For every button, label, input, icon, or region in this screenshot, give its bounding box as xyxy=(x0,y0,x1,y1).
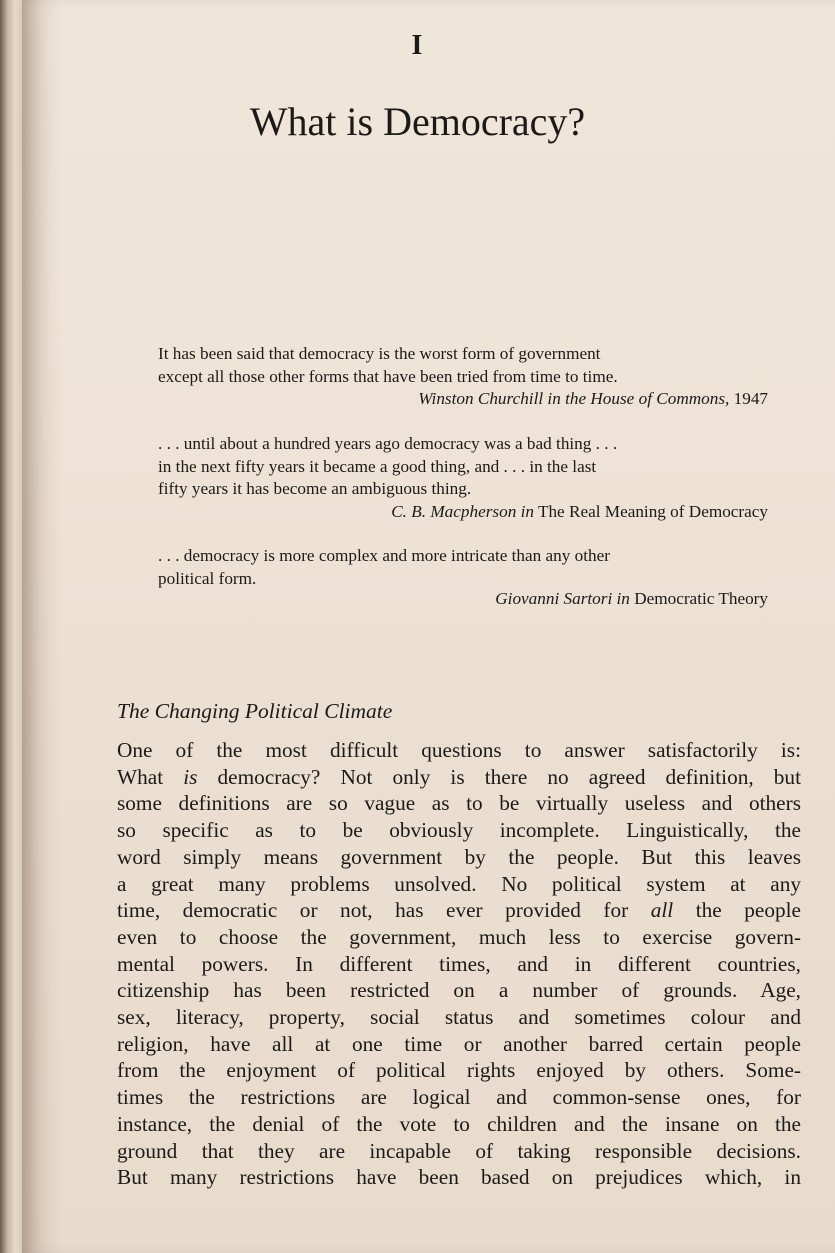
body-line: some definitions are so vague as to be virtually useless and others xyxy=(117,791,801,816)
emphasis: all xyxy=(650,898,674,923)
epigraph-line: in the next fifty years it became a good thing, and . . . in the last xyxy=(158,456,597,476)
body-line: religion, have all at one time or another barred certain people xyxy=(117,1031,801,1056)
epigraph-line: . . . until about a hundred years ago democracy was a bad thing . . . xyxy=(158,434,618,453)
body-line: citizenship has been restricted on a number of grounds. Age, xyxy=(117,978,801,1003)
body-line: instance, the denial of the vote to children and the insane on the xyxy=(117,1111,801,1136)
body-line: a great many problems unsolved. No political system at any xyxy=(117,871,801,896)
attribution-work: The Real Meaning of Democracy xyxy=(537,501,768,521)
body-paragraph xyxy=(117,737,801,1191)
body-line: mental powers. In different times, and in different countries, xyxy=(117,951,801,976)
attribution-author: Giovanni Sartori in xyxy=(495,589,630,608)
body-line: times the restrictions are logical and common-sense ones, for xyxy=(117,1085,801,1110)
chapter-title: What is Democracy? xyxy=(249,99,586,144)
body-line: from the enjoyment of political rights enjoyed by others. Some- xyxy=(117,1058,801,1083)
book-spine xyxy=(0,0,22,1253)
page-gutter-shadow xyxy=(22,0,62,1253)
body-line: so specific as to be obviously incomplete. Linguistically, the xyxy=(117,818,801,843)
epigraph-line: except all those other forms that have been tried from time to time. xyxy=(158,366,618,386)
epigraph-line: political form. xyxy=(158,568,257,588)
section-heading: The Changing Political Climate xyxy=(117,699,393,723)
epigraph-attribution xyxy=(158,588,770,611)
body-line: word simply means government by the people. But this leaves xyxy=(117,844,801,869)
epigraph-line: . . . democracy is more complex and more intricate than any other xyxy=(158,546,610,565)
body-line: time, democratic or not, has ever provided for all the people xyxy=(117,898,802,923)
body-line: sex, literacy, property, social status and sometimes colour and xyxy=(117,1005,801,1030)
body-line: ground that they are incapable of taking responsible decisions. xyxy=(117,1138,801,1163)
epigraph-macpherson xyxy=(158,433,770,523)
epigraph-attribution xyxy=(158,501,770,524)
body-line: One of the most difficult questions to answer satisfactorily is: xyxy=(117,738,801,762)
body-line: But many restrictions have been based on prejudices which, in xyxy=(117,1165,801,1190)
epigraph-line: It has been said that democracy is the worst form of government xyxy=(158,344,601,363)
epigraph-line: fifty years it has become an ambiguous thing. xyxy=(158,479,472,498)
chapter-number: I xyxy=(411,30,424,61)
attribution-author: Winston Churchill in the House of Commons, xyxy=(418,389,730,408)
epigraph-attribution xyxy=(158,388,770,411)
body-line: What is democracy? Not only is there no agreed definition, but xyxy=(117,764,801,789)
body-line: even to choose the government, much less to exercise govern- xyxy=(117,924,801,949)
epigraph-churchill xyxy=(158,343,770,411)
attribution-author: C. B. Macpherson in xyxy=(391,501,534,521)
attribution-year: 1947 xyxy=(733,389,768,408)
emphasis: is xyxy=(183,764,198,789)
attribution-work: Democratic Theory xyxy=(634,589,768,608)
epigraph-sartori xyxy=(158,545,770,611)
